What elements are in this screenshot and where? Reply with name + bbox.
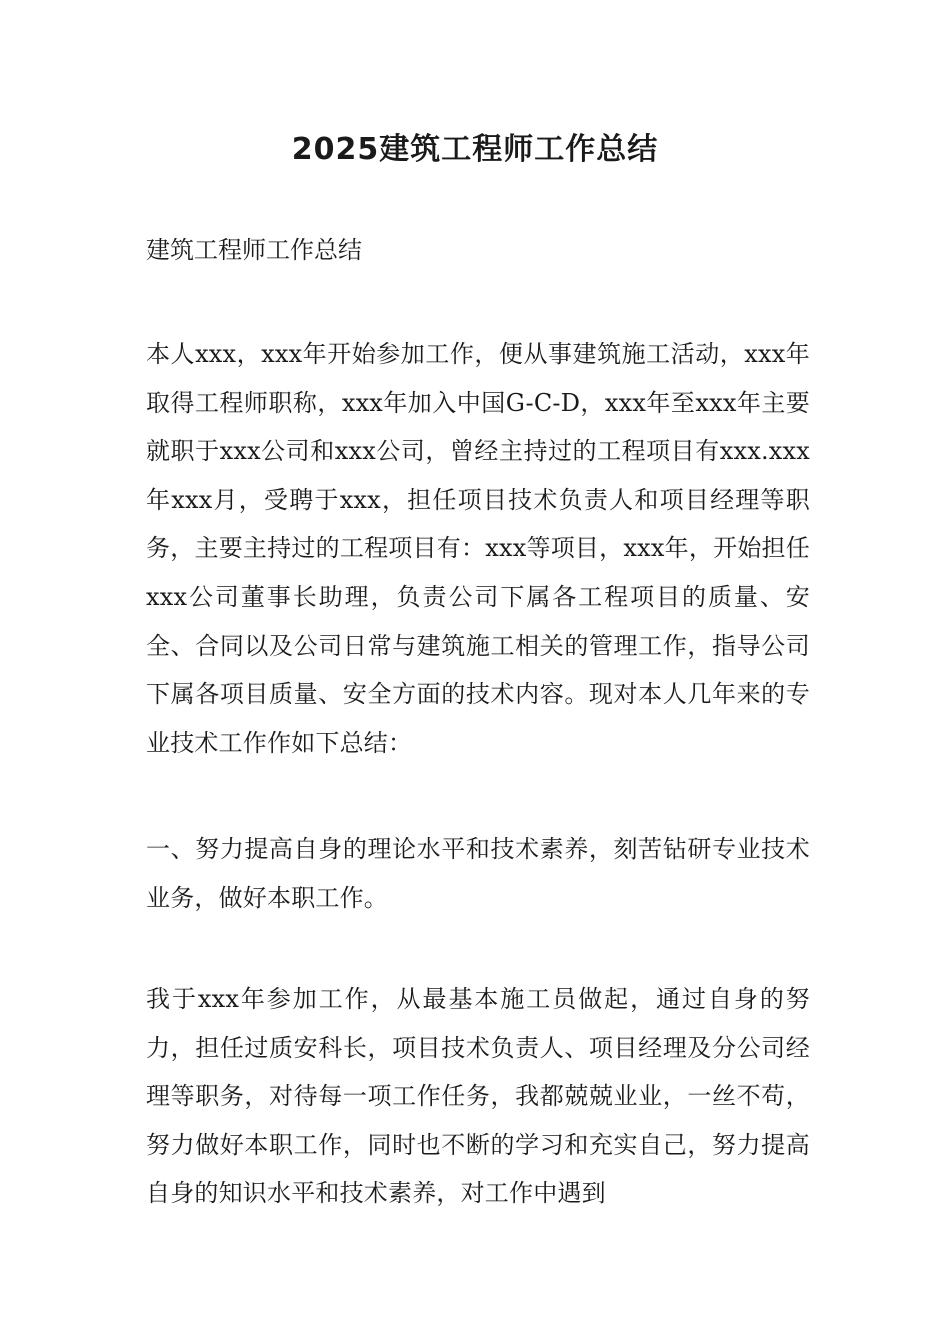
paragraph-section-heading: 一、努力提高自身的理论水平和技术素养，刻苦钻研专业技术业务，做好本职工作。	[146, 835, 810, 912]
document-title: 2025建筑工程师工作总结	[291, 132, 659, 167]
paragraph-intro: 本人xxx，xxx年开始参加工作，便从事建筑施工活动，xxx年取得工程师职称，xxx年加入中国G-C-D，xxx年至xxx年主要就职于xxx公司和xxx公司，曾经主持过的工程项目有xxx.xxx年xxx月，受聘于xxx，担任项目技术负责人和项目经理等职务，主要主持过的工程项目有：xxx等项目，xxx年，开始担任xxx公司董事长助理，负责公司下属各工程项目的质量、安全、合同以及公司日常与建筑施工相关的管理工作，指导公司下属各项目质量、安全方面的技术内容。现对本人几年来的专业技术工作作如下总结：	[146, 340, 810, 757]
paragraph-body: 我于xxx年参加工作，从最基本施工员做起，通过自身的努力，担任过质安科长，项目技术负责人、项目经理及分公司经理等职务，对待每一项工作任务，我都兢兢业业，一丝不苟，努力做好本职工作，同时也不断的学习和充实自己，努力提高自身的知识水平和技术素养，对工作中遇到	[146, 985, 810, 1208]
document-subtitle: 建筑工程师工作总结	[146, 236, 362, 264]
